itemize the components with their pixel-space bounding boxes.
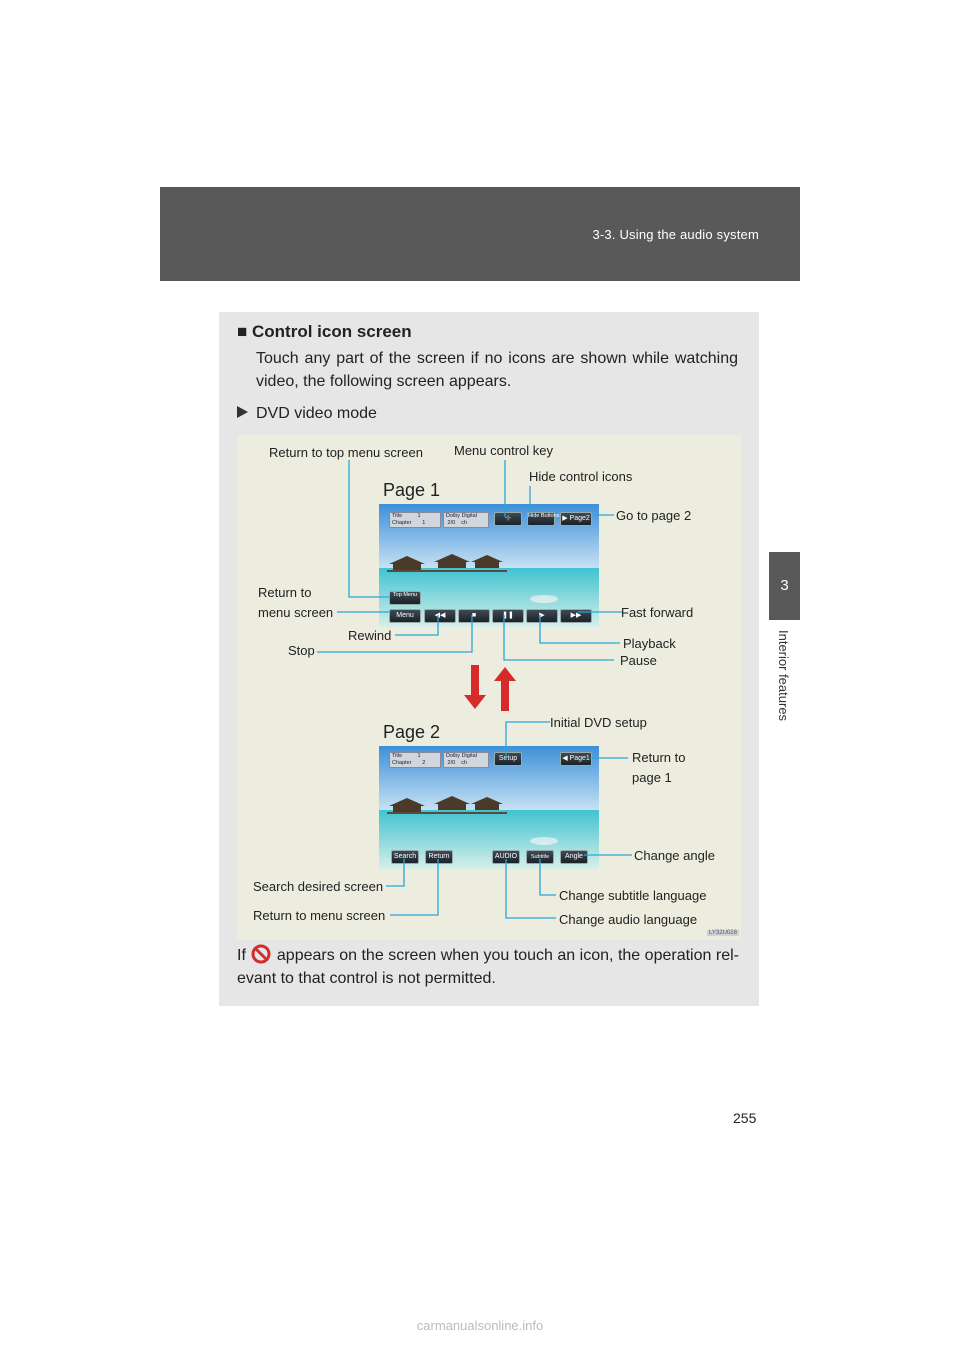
play-button[interactable]: ▶ xyxy=(526,609,558,623)
callout-return-page1-line1: Return to xyxy=(632,750,686,765)
callout-stop: Stop xyxy=(288,643,315,658)
audio-format-info: Dolby Digital 2/0 ch xyxy=(443,752,489,768)
page1-label: Page 1 xyxy=(383,480,441,500)
audio-button[interactable]: AUDIO xyxy=(492,850,520,864)
callout-fast-forward: Fast forward xyxy=(621,605,694,620)
page-number: 255 xyxy=(733,1110,757,1126)
callout-change-audio: Change audio language xyxy=(559,912,698,927)
page1-button[interactable]: ◀ Page1 xyxy=(560,752,592,766)
callout-pause: Pause xyxy=(620,653,657,668)
hide-buttons-button[interactable]: Hide Buttons xyxy=(527,512,555,526)
callout-return-page1-line2: page 1 xyxy=(632,770,672,785)
audio-format-info: Dolby Digital 2/0 ch xyxy=(443,512,489,528)
callout-playback: Playback xyxy=(623,636,676,651)
callout-go-page2: Go to page 2 xyxy=(616,508,692,523)
stop-button[interactable]: ■ xyxy=(458,609,490,623)
prohibited-icon xyxy=(250,944,272,964)
title-chapter-info: Title 1 Chapter 1 xyxy=(389,512,441,528)
chapter-title: Interior features xyxy=(776,630,791,722)
footer-note: If appears on the screen when you touch an icon, the operation rel-evant to that control is not permitted. xyxy=(237,944,739,990)
callout-search: Search desired screen xyxy=(253,879,384,894)
chapter-tab: 3 xyxy=(769,552,800,620)
section-heading: ■ Control icon screen xyxy=(237,322,412,341)
return-button[interactable]: Return xyxy=(425,850,453,864)
page2-label: Page 2 xyxy=(383,722,441,742)
subtitle-button[interactable]: Subtitle xyxy=(526,850,554,864)
callout-rewind: Rewind xyxy=(348,628,392,643)
fast-forward-button[interactable]: ▶▶ xyxy=(560,609,592,623)
angle-button[interactable]: Angle xyxy=(560,850,588,864)
section-label: 3-3. Using the audio system xyxy=(592,227,759,242)
arrow-down-icon xyxy=(464,665,486,709)
intro-text: Touch any part of the screen if no icons are shown while watching video, the following screen appears. xyxy=(256,350,738,390)
menu-control-button[interactable]: ⊹ xyxy=(494,512,522,526)
page2-button[interactable]: ▶ Page2 xyxy=(560,512,592,526)
setup-button[interactable]: Setup xyxy=(494,752,522,766)
mode-label: DVD video mode xyxy=(256,405,377,422)
watermark: carmanualsonline.info xyxy=(416,1318,544,1333)
image-code: LY32U028 xyxy=(709,930,737,936)
title-chapter-info: Title 1 Chapter 2 xyxy=(389,752,441,768)
search-button[interactable]: Search xyxy=(391,850,419,864)
callout-return-menu-line2: menu screen xyxy=(258,605,334,620)
rewind-button[interactable]: ◀◀ xyxy=(424,609,456,623)
callout-change-angle: Change angle xyxy=(634,848,715,863)
top-menu-button[interactable]: Top Menu xyxy=(389,591,421,605)
page-toggle-arrows xyxy=(462,665,518,711)
callout-menu-control: Menu control key xyxy=(454,443,553,458)
callout-change-subtitle: Change subtitle language xyxy=(559,888,707,903)
callout-initial-setup: Initial DVD setup xyxy=(550,715,647,730)
callout-hide-icons: Hide control icons xyxy=(529,469,633,484)
menu-button[interactable]: Menu xyxy=(389,609,421,623)
callout-return-menu-line1: Return to xyxy=(258,585,312,600)
callout-return-top-menu: Return to top menu screen xyxy=(269,445,423,460)
callout-return-menu: Return to menu screen xyxy=(253,908,386,923)
arrow-up-icon xyxy=(494,667,516,711)
pause-button[interactable]: ❚❚ xyxy=(492,609,524,623)
